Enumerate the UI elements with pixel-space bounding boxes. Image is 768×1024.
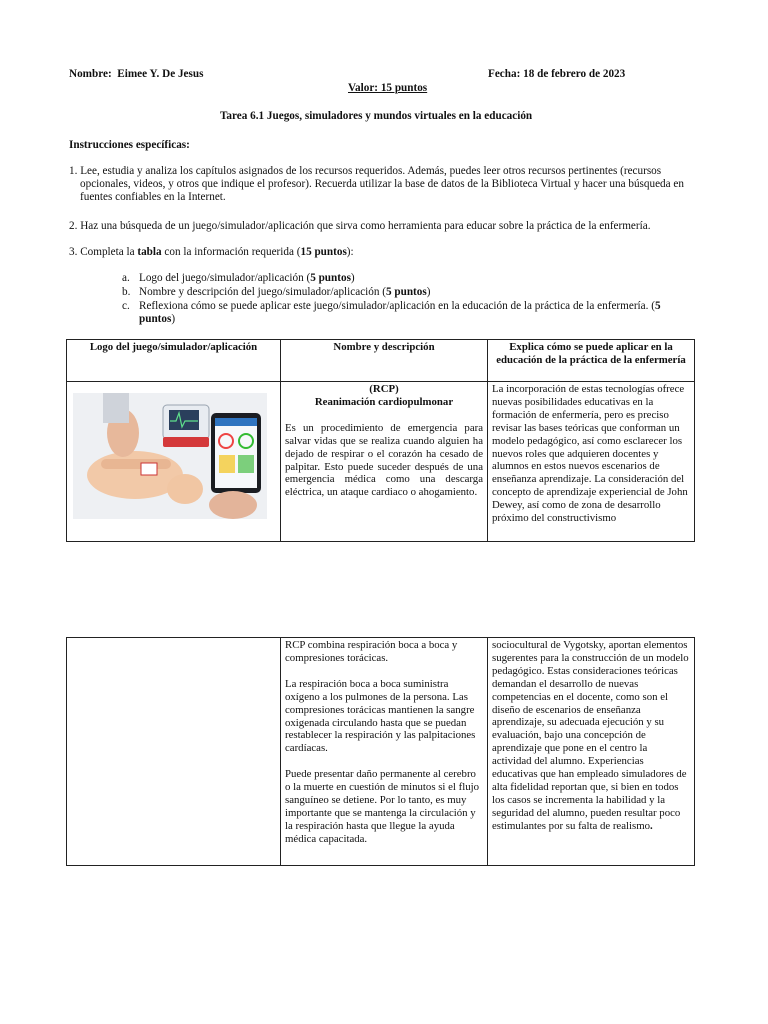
explain-cell-continued: sociocultural de Vygotsky, aportan elementos sugerentes para la construcción de un modelo pedagógico. Estas consideraciones teóricas demandan el desarrollo de nuevas competencias en el docente, como son el diseño de escenarios de enseñanza aprendizaje, su adecuada ejecución y su evaluación, bajo una concepción de aprendizaje que pone en el centro la actividad del alumno. Experiencias educativas que han empleado simuladores de alta fidelidad reportan que, si bien en todos los casos se incrementa la habilidad y la seguridad del alumno, pueden resultar poco estimulantes por su falta de realismo. [488,638,695,866]
sub-item-a: a. Logo del juego/simulador/aplicación (5 puntos) [122,272,355,284]
col-header-logo: Logo del juego/simulador/aplicación [67,340,281,382]
nombre-label: Nombre: [69,68,112,80]
table-row [67,382,695,542]
valor-line: Valor: 15 puntos [348,82,428,94]
fecha-label: Fecha: [488,68,521,80]
sub-item-c: c. Reflexiona cómo se puede aplicar este juego/simulador/aplicación en la educación de la práctica de la enfermería. (5 puntos) [122,300,661,326]
rcp-paragraph-1: RCP combina respiración boca a boca y compresiones torácicas. [285,639,458,664]
cpr-simulator-image [73,393,267,519]
date-line [488,68,625,81]
col-header-name: Nombre y descripción [281,340,488,382]
nombre-value: Eimee Y. De Jesus [117,68,204,80]
name-description-cell-continued [281,638,488,866]
explain-cell: La incorporación de estas tecnologías ofrece nuevas posibilidades educativas en la formación de enfermería, pero es preciso revisar las bases teóricas que conforman un modelo pedagógico, así como esclarecer los nuevos roles que adquieren docentes y alumnos en estos nuevos escenarios de enseñanza aprendizaje. La consideración del concepto de aprendizaje experiencial de John Dewey, así como de zona de desarrollo próximo del constructivismo [488,382,695,542]
instruction-item-1: 1. Lee, estudia y analiza los capítulos asignados de los recursos requeridos. Además, puedes leer otros recursos pertinentes (recursos opcionales, videos, y otros que indique el profesor). Recuerda utilizar la base de datos de la Biblioteca Virtual y hacer una búsqueda en fuentes confiables en la Internet. [69,165,684,204]
instructions-heading: Instrucciones específicas: [69,139,190,151]
student-name-line [69,68,203,81]
table-header-row [67,340,695,382]
rcp-acronym: (RCP) [369,383,399,395]
assignment-table-continued [66,637,695,866]
fecha-value: 18 de febrero de 2023 [523,68,626,80]
assignment-table [66,339,695,542]
sub-item-b: b. Nombre y descripción del juego/simulador/aplicación (5 puntos) [122,286,431,298]
logo-cell-empty [67,638,281,866]
rcp-paragraph-3: Puede presentar daño permanente al cerebro o la muerte en cuestión de minutos si el flujo sanguíneo se detiene. Por lo tanto, es muy importante que se mantenga la circulación y la respiración hasta que llegue la ayuda médica capacitada. [285,768,480,845]
page-title: Tarea 6.1 Juegos, simuladores y mundos virtuales en la educación [220,110,533,122]
logo-cell [67,382,281,542]
table-row [67,638,695,866]
rcp-name: Reanimación cardiopulmonar [314,395,454,408]
instruction-item-2: 2. Haz una búsqueda de un juego/simulador/aplicación que sirva como herramienta para educar sobre la práctica de la enfermería. [69,220,651,232]
rcp-description: Es un procedimiento de emergencia para salvar vidas que se realiza cuando alguien ha dejado de respirar o el corazón ha cesado de palpitar. Esto puede suceder después de una emergencia médica como una descarga eléctrica, un ataque cardiaco o ahogamiento. [285,421,483,499]
instruction-item-3: 3. Completa la tabla con la información requerida (15 puntos): [69,246,354,258]
col-header-explain: Explica cómo se puede aplicar en la educación de la práctica de la enfermería [488,340,695,382]
rcp-paragraph-2: La respiración boca a boca suministra oxígeno a los pulmones de la persona. Las compresiones torácicas mantienen la sangre oxigenada circulando hasta que se puedan restablecer la respiración y las palpitaciones cardíacas. [285,677,476,755]
name-description-cell [281,382,488,542]
